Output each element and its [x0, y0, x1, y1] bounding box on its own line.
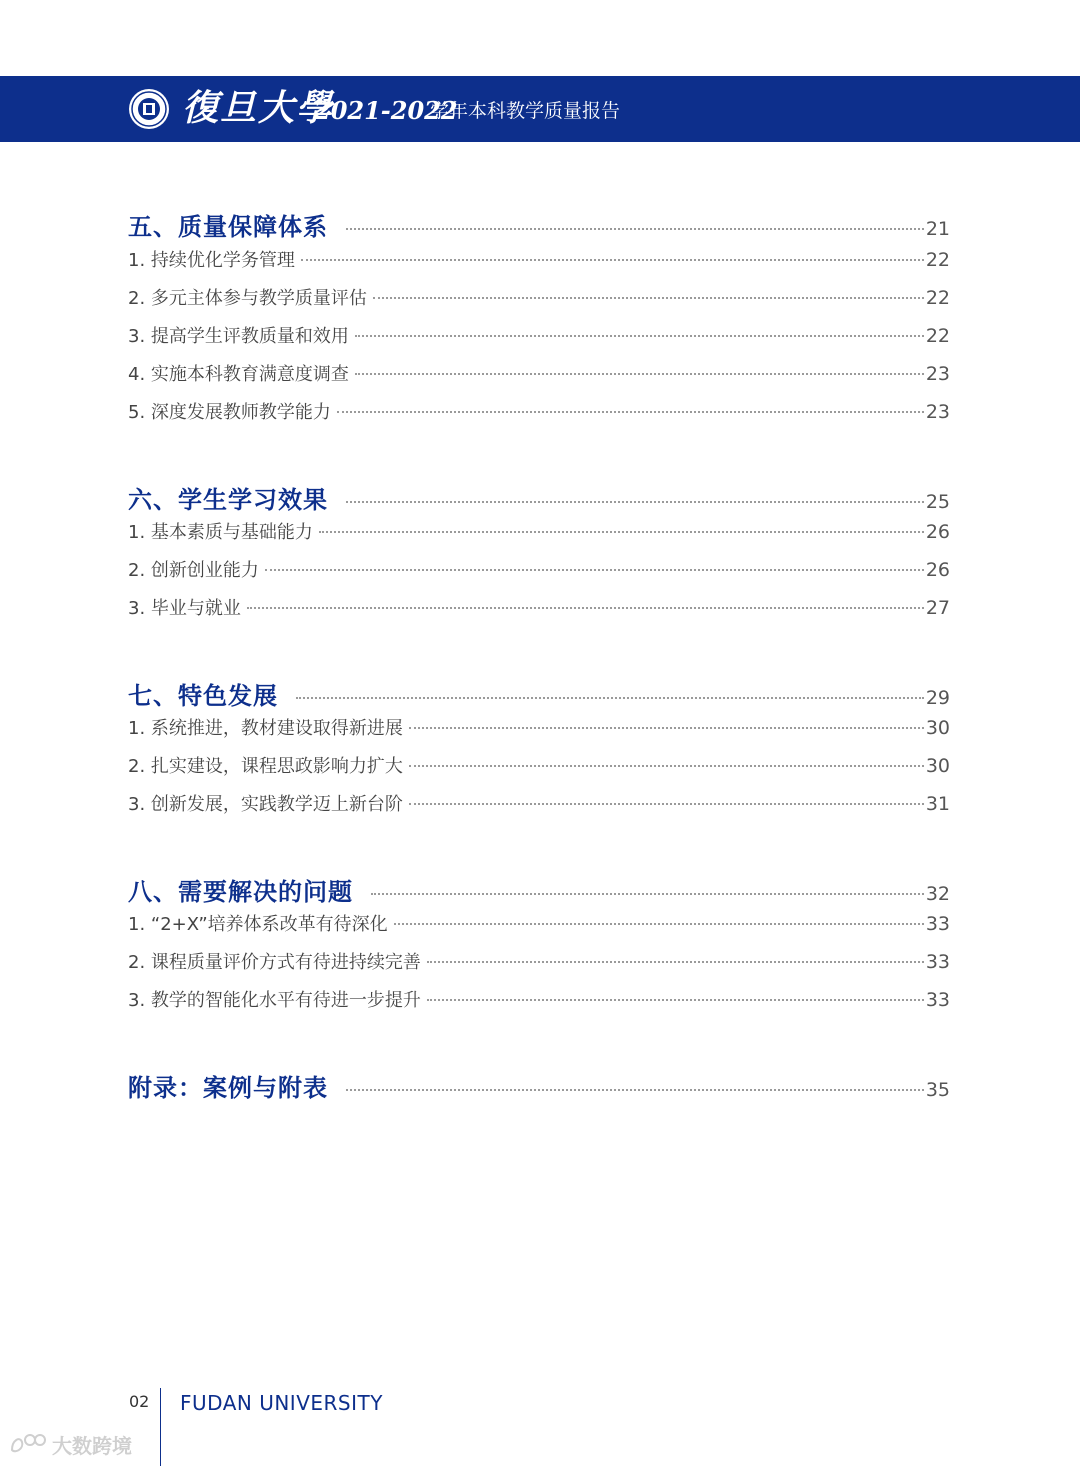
toc-page-number: 33	[925, 989, 950, 1011]
toc-label: 2. 课程质量评价方式有待进持续完善	[128, 952, 421, 973]
toc-leader-dots	[301, 259, 924, 261]
toc-page-number: 32	[925, 883, 950, 905]
toc-page-number: 22	[925, 287, 950, 309]
toc-label: 六、学生学习效果	[128, 486, 328, 514]
toc-leader-dots	[346, 501, 924, 503]
toc-label: 1. “2+X”培养体系改革有待深化	[128, 914, 388, 935]
toc-section[interactable]	[128, 872, 950, 907]
toc-label: 1. 持续优化学务管理	[128, 250, 295, 271]
toc-item[interactable]	[128, 790, 950, 816]
toc-leader-dots	[296, 697, 924, 699]
toc-leader-dots	[409, 803, 924, 805]
watermark-text: 大数跨境	[52, 1434, 132, 1458]
toc-item[interactable]	[128, 752, 950, 778]
toc-leader-dots	[337, 411, 924, 413]
toc-page-number: 33	[925, 951, 950, 973]
toc-leader-dots	[409, 727, 924, 729]
toc-item[interactable]	[128, 284, 950, 310]
toc-item[interactable]	[128, 246, 950, 272]
toc-label: 1. 系统推进，教材建设取得新进展	[128, 718, 403, 739]
toc-leader-dots	[394, 923, 924, 925]
toc-leader-dots	[409, 765, 924, 767]
toc-item[interactable]	[128, 556, 950, 582]
toc-leader-dots	[427, 999, 924, 1001]
toc-label: 3. 提高学生评教质量和效用	[128, 326, 349, 347]
toc-item[interactable]	[128, 948, 950, 974]
toc-page-number: 22	[925, 249, 950, 271]
toc-leader-dots	[427, 961, 924, 963]
toc-leader-dots	[265, 569, 924, 571]
toc-item[interactable]	[128, 594, 950, 620]
footer-brand: FUDAN UNIVERSITY	[180, 1391, 383, 1415]
toc-page-number: 29	[925, 687, 950, 709]
watermark-logo-icon	[8, 1432, 48, 1458]
toc-section[interactable]	[128, 207, 950, 242]
toc-label: 2. 多元主体参与教学质量评估	[128, 288, 367, 309]
toc-page-number: 23	[925, 363, 950, 385]
toc-label: 2. 扎实建设，课程思政影响力扩大	[128, 756, 403, 777]
report-title: 学年本科教学质量报告	[430, 100, 621, 122]
university-seal-icon	[128, 88, 170, 130]
toc-section[interactable]	[128, 1068, 950, 1103]
toc-label: 2. 创新创业能力	[128, 560, 259, 581]
toc-item[interactable]	[128, 398, 950, 424]
toc-item[interactable]	[128, 910, 950, 936]
toc-item[interactable]	[128, 714, 950, 740]
toc-page-number: 30	[925, 717, 950, 739]
toc-label: 五、质量保障体系	[128, 213, 328, 241]
toc-label: 八、需要解决的问题	[128, 878, 353, 906]
toc-leader-dots	[355, 373, 924, 375]
toc-label: 3. 创新发展，实践教学迈上新台阶	[128, 794, 403, 815]
watermark	[8, 1430, 132, 1459]
footer-divider	[160, 1388, 161, 1466]
toc-page-number: 27	[925, 597, 950, 619]
report-year: 2021-2022	[314, 96, 458, 125]
toc-item[interactable]	[128, 986, 950, 1012]
toc-page-number: 23	[925, 401, 950, 423]
toc-label: 4. 实施本科教育满意度调查	[128, 364, 349, 385]
toc-label: 3. 教学的智能化水平有待进一步提升	[128, 990, 421, 1011]
toc-page-number: 35	[925, 1079, 950, 1101]
page-number: 02	[129, 1392, 150, 1411]
toc-section[interactable]	[128, 676, 950, 711]
toc-page-number: 25	[925, 491, 950, 513]
toc-page-number: 30	[925, 755, 950, 777]
toc-page-number: 22	[925, 325, 950, 347]
toc-page-number: 21	[925, 218, 950, 240]
toc-label: 1. 基本素质与基础能力	[128, 522, 313, 543]
toc-label: 3. 毕业与就业	[128, 598, 241, 619]
toc-item[interactable]	[128, 322, 950, 348]
toc-label: 七、特色发展	[128, 682, 278, 710]
toc-leader-dots	[346, 1089, 924, 1091]
toc-section[interactable]	[128, 480, 950, 515]
toc-item[interactable]	[128, 360, 950, 386]
toc-leader-dots	[373, 297, 924, 299]
toc-item[interactable]	[128, 518, 950, 544]
toc-leader-dots	[247, 607, 924, 609]
university-logo-text: 復旦大學	[182, 87, 335, 129]
toc-label: 附录：案例与附表	[128, 1074, 328, 1102]
toc-leader-dots	[355, 335, 924, 337]
toc-page-number: 33	[925, 913, 950, 935]
toc-page-number: 26	[925, 521, 950, 543]
toc-leader-dots	[319, 531, 924, 533]
report-header	[0, 76, 1080, 142]
toc-leader-dots	[371, 893, 924, 895]
toc-leader-dots	[346, 228, 924, 230]
toc-page-number: 31	[925, 793, 950, 815]
toc-label: 5. 深度发展教师教学能力	[128, 402, 331, 423]
toc-page-number: 26	[925, 559, 950, 581]
